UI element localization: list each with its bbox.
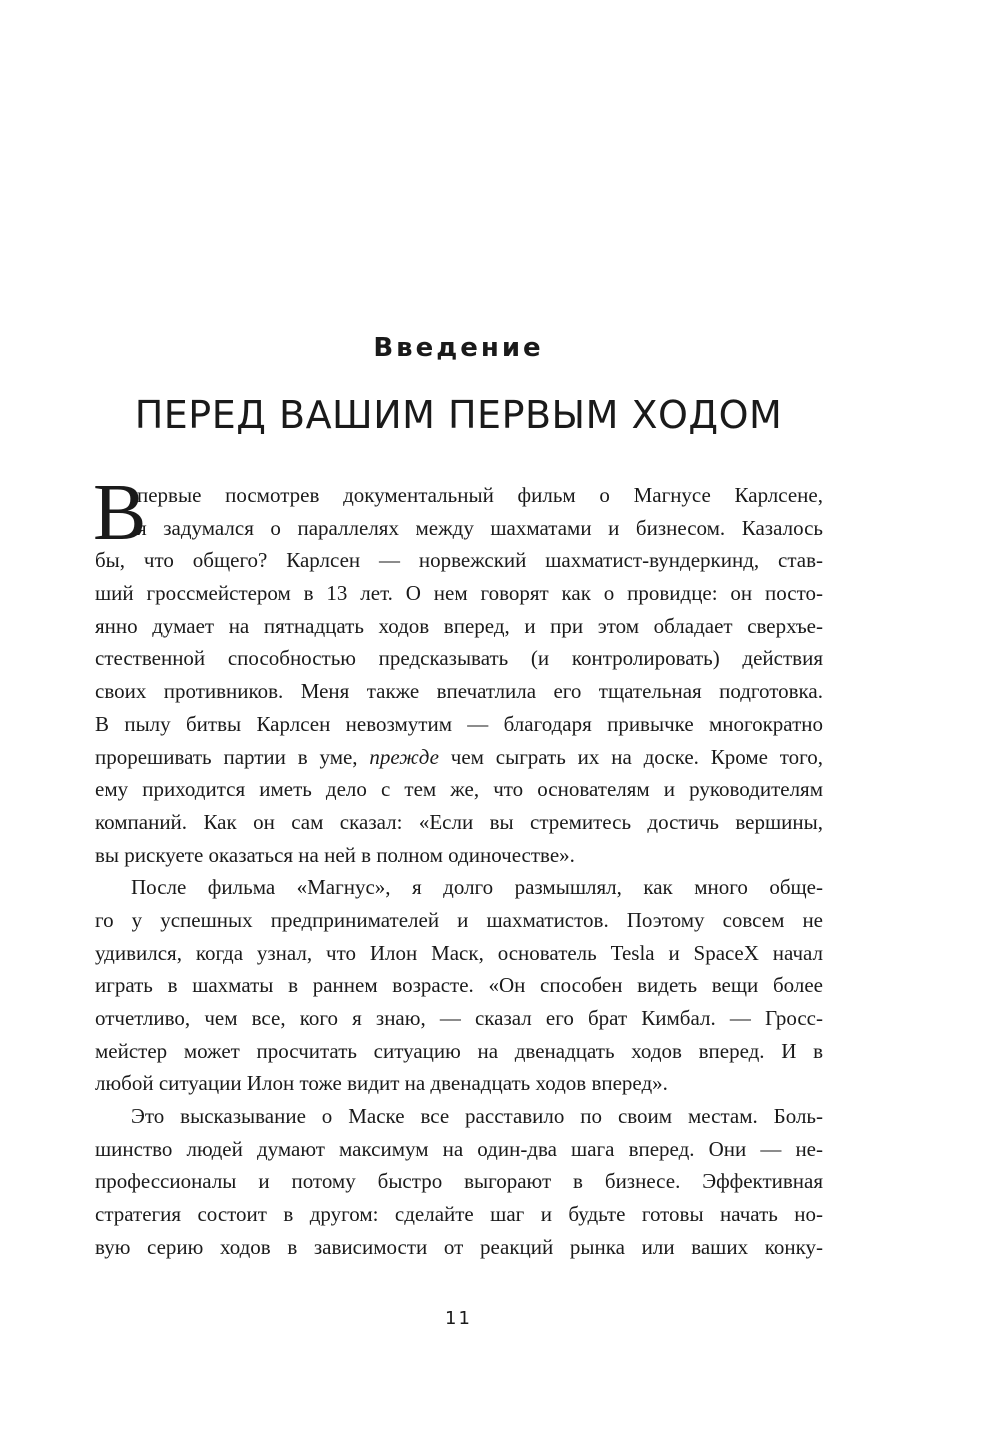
paragraph-3 — [95, 1100, 823, 1263]
text-segment: чем сыграть их на доске. Кроме того, — [438, 744, 824, 769]
emphasis-text: прежде — [369, 744, 439, 769]
text-line: В пылу битвы Карлсен невозмутим — благодаря привычке многократно — [95, 711, 823, 736]
text-line: ему приходится иметь дело с тем же, что основателям и руководителям — [95, 777, 823, 802]
page-number: 11 — [445, 1308, 472, 1329]
text-line: мейстер может просчитать ситуацию на двенадцать ходов вперед. И в — [95, 1038, 823, 1063]
text-line-content: первые посмотрев документальный фильм о Магнусе Карлсене, — [137, 483, 823, 507]
text-line — [95, 741, 823, 774]
text-line: стественной способностью предсказывать (и контролировать) действия — [95, 646, 823, 671]
text-line: профессионалы и потому быстро выгорают в бизнесе. Эффективная — [95, 1169, 823, 1194]
text-line: я задумался о параллелях между шахматами и бизнесом. Казалось — [137, 515, 823, 540]
chapter-title: ПЕРЕД ВАШИМ ПЕРВЫМ ХОДОМ — [134, 393, 783, 437]
text-line: бы, что общего? Карлсен — норвежский шахматист-вундеркинд, став- — [95, 548, 823, 573]
text-line: играть в шахматы в раннем возрасте. «Он способен видеть вещи более — [95, 973, 823, 998]
text-segment: прорешивать партии в уме, — [95, 744, 370, 769]
paragraph-2 — [95, 871, 823, 1100]
text-line: любой ситуации Илон тоже видит на двенадцать ходов вперед». — [95, 1071, 668, 1096]
text-line: янно думает на пятнадцать ходов вперед, и при этом обладает сверхъе- — [95, 613, 823, 638]
text-line: Это высказывание о Маске все расставило по своим местам. Боль- — [131, 1104, 823, 1129]
text-line: компаний. Как он сам сказал: «Если вы стремитесь достичь вершины, — [95, 809, 823, 834]
body-text — [93, 469, 824, 1264]
text-line: ший гроссмейстером в 13 лет. О нем говорят как о провидце: он посто- — [95, 581, 823, 606]
text-line: стратегия состоит в другом: сделайте шаг и будьте готовы начать но- — [95, 1202, 823, 1227]
chapter-label: Введение — [373, 333, 544, 363]
text-line: го у успешных предпринимателей и шахматистов. Поэтому совсем не — [95, 907, 823, 932]
text-line: своих противников. Меня также впечатлила его тщательная подготовка. — [95, 679, 823, 704]
text-line: шинство людей думают максимум на один-два шага вперед. Они — не- — [95, 1136, 823, 1161]
drop-cap: В — [93, 469, 147, 557]
text-line: вую серию ходов в зависимости от реакций рынка или ваших конку- — [95, 1234, 823, 1259]
text-line: вы рискуете оказаться на ней в полном одиночестве». — [95, 842, 575, 867]
text-line: отчетливо, чем все, кого я знаю, — сказал его брат Кимбал. — Гросс- — [95, 1006, 823, 1030]
paragraph-1 — [93, 469, 824, 871]
text-line: После фильма «Магнус», я долго размышлял, как много обще- — [131, 875, 823, 900]
text-line: удивился, когда узнал, что Илон Маск, основатель Tesla и SpaceX начал — [95, 940, 823, 965]
